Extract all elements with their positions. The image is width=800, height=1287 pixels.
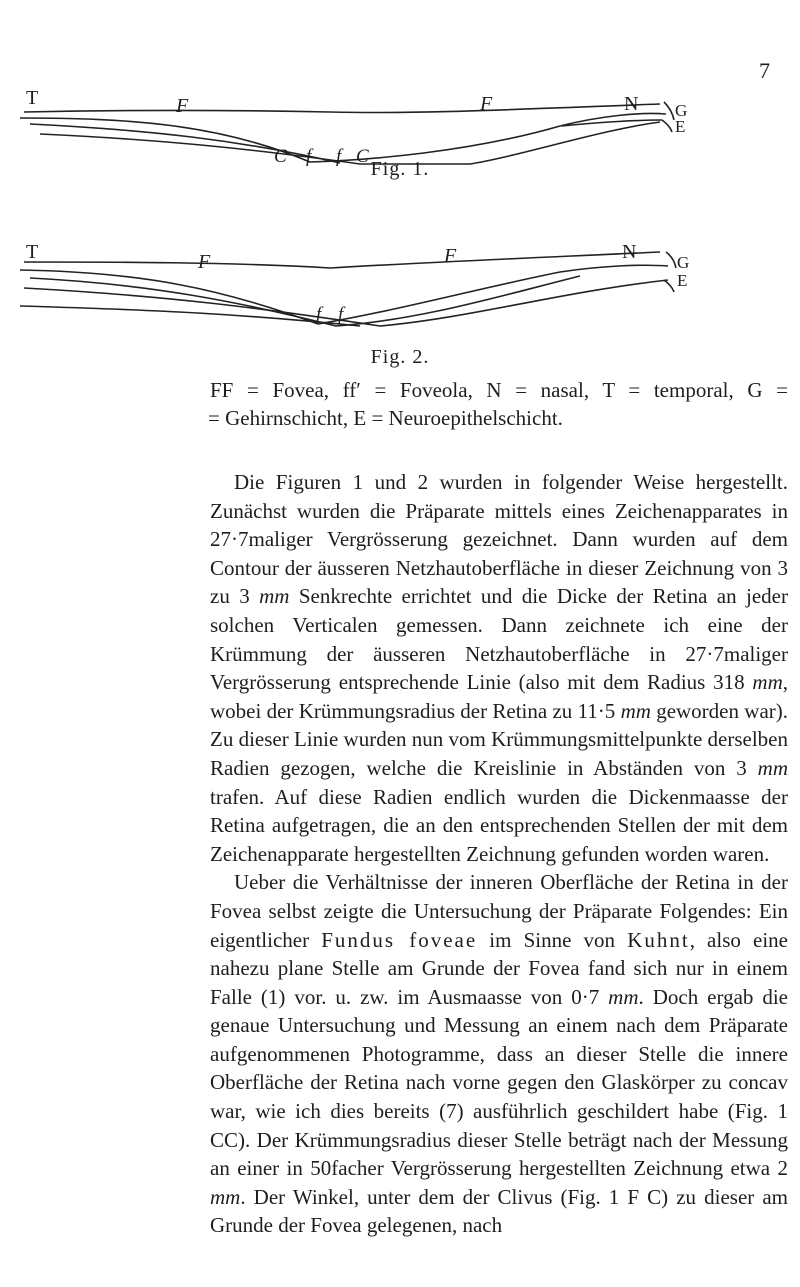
p1-text-4: geworden war). Zu dieser Linie wurden nun vom Krümmungsmittelpunkte derselben Radien gezogen, welche die Kreislinie in Abständen von 3 [210, 698, 789, 780]
p2-unit-2: mm [210, 1184, 241, 1209]
paragraph-1 [210, 468, 788, 868]
fig1-label-T: T [26, 87, 39, 109]
fig1-label-F-left: F [176, 95, 189, 117]
page-number: 7 [759, 58, 770, 83]
figure-1 [0, 70, 800, 180]
p2-text-1: Ueber die Verhältnisse der inneren Oberfläche der Retina in der Fovea selbst zeigte die Untersuchung der Präparate Folgendes: Ein eigentlicher [210, 870, 788, 952]
fig1-label-f-right: f [336, 146, 342, 167]
fig1-label-f-left: f [306, 146, 312, 167]
p2-text-3: , also eine nahezu plane Stelle am Grunde der Fovea fand sich nur in einem Falle (1) vor. u. zw. im Ausmaasse von 0·7 [210, 927, 788, 1009]
legend-line-2: = Gehirnschicht, E = Neuroepithelschicht. [208, 406, 563, 430]
fig1-label-E: E [675, 117, 686, 136]
p1-text-1: Die Figuren 1 und 2 wurden in folgender Weise hergestellt. Zunächst wurden die Präparate mittels eines Zeichenapparates in 27·7maliger Vergrösserung gezeichnet. Dann wurden auf dem Contour der äusseren Netzhautoberfläche in dieser Zeichnung von 3 zu 3 [210, 470, 788, 609]
fig2-label-F-right: F [444, 245, 457, 267]
fig1-label-C-right: C [356, 146, 369, 167]
p1-unit-4: mm [757, 755, 788, 780]
figure-2-diagram [0, 228, 800, 338]
figure-2-caption: Fig. 2. [370, 346, 430, 368]
fig1-label-C-left: C [274, 146, 287, 167]
p1-text-5: trafen. Auf diese Radien endlich wurden die Dickenmaasse der Retina aufgetragen, die an den entsprechenden Stellen der mit dem Zeichenapparate hergestellten Zeichnung gefunden worden waren. [210, 784, 788, 866]
fig2-label-T: T [26, 241, 39, 263]
p2-term-fundus-foveae: Fundus foveae [321, 927, 478, 952]
fig1-label-N: N [624, 93, 639, 115]
p1-unit-3: mm [620, 698, 651, 723]
fig1-label-F-right: F [480, 93, 493, 115]
fig2-label-E: E [677, 271, 688, 290]
fig2-label-G: G [677, 253, 690, 272]
p2-author-name: Kuhnt [627, 927, 690, 952]
fig2-label-F-left: F [198, 251, 211, 273]
figure-1-diagram [0, 70, 800, 170]
fig2-label-f-left: f [316, 304, 322, 325]
paragraph-2 [210, 868, 788, 1240]
p1-unit-2: mm [752, 670, 783, 695]
p1-text-2: Senkrechte errichtet und die Dicke der Retina an jeder solchen Verticalen gemessen. Dann zeichnete ich eine der Krümmung der äusseren Netzhautoberfläche in 27·7maliger Vergrösserung entsprechende Linie (also mit dem Radius 318 [210, 584, 788, 695]
figure-2 [0, 228, 800, 368]
fig2-label-N: N [622, 241, 637, 263]
p2-text-4: . Doch ergab die genaue Untersuchung und Messung an einem nach dem Präparate aufgenommenen Photogramme, dass an dieser Stelle die innere Oberfläche der Retina nach vorne gegen den Glaskörper zu concav war, wie ich dies bereits (7) ausführlich geschildert habe (Fig. 1 CC). Der Krümmungsradius dieser Stelle beträgt nach der Messung an einer in 50facher Vergrösserung hergestellten Zeichnung etwa 2 [210, 984, 788, 1181]
figure-1-caption: Fig. 1. [370, 158, 430, 180]
fig2-outer-surface-line [24, 252, 660, 268]
p2-unit-1: mm [608, 984, 639, 1009]
fig1-outer-surface-line [24, 104, 660, 113]
fig1-label-G: G [675, 101, 688, 120]
body-text [210, 468, 788, 1240]
p2-text-2: im Sinne von [477, 927, 628, 952]
p2-text-5: . Der Winkel, unter dem der Clivus (Fig. 1 F C) zu dieser am Grunde der Fovea gelegenen, nach [210, 1184, 788, 1238]
p1-text-3: , wobei der Krümmungsradius der Retina zu 11·5 [210, 670, 788, 723]
fig2-label-f-right: f [338, 304, 344, 325]
legend-line-1: FF = Fovea, ff′ = Foveola, N = nasal, T = temporal, G = [210, 378, 788, 402]
figure-legend [210, 376, 788, 432]
p1-unit-1: mm [259, 584, 290, 609]
